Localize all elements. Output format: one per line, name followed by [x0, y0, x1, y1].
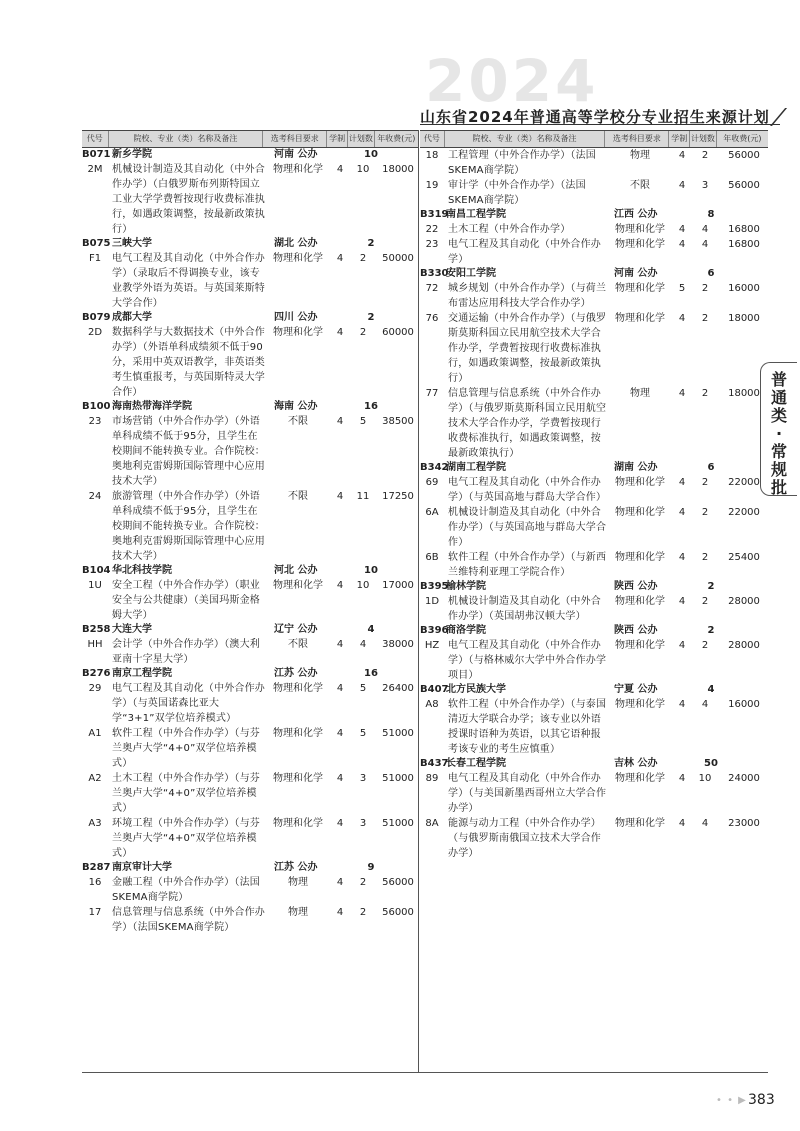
school-name: 北方民族大学 [446, 684, 506, 695]
major-fee: 18000 [728, 313, 760, 324]
major-row [82, 726, 418, 771]
major-fee: 16000 [728, 699, 760, 710]
school-name: 长春工程学院 [446, 758, 506, 769]
major-name: 信息管理与信息系统（中外合作办学）（法国SKEMA商学院） [112, 907, 265, 933]
major-fee: 16800 [728, 239, 760, 250]
major-duration: 4 [678, 773, 686, 784]
school-total: 2 [367, 238, 375, 249]
school-name: 海南热带海洋学院 [112, 401, 192, 412]
school-code: B342 [420, 462, 449, 473]
major-duration: 5 [678, 283, 686, 294]
major-fee: 38500 [382, 416, 414, 427]
major-name: 城乡规划（中外合作办学）（与荷兰布雷达应用科技大学合作办学） [448, 283, 607, 309]
major-fee: 16800 [728, 224, 760, 235]
major-code: A3 [88, 818, 102, 829]
major-duration: 4 [336, 773, 344, 784]
school-code: B287 [82, 862, 111, 873]
school-row [82, 400, 418, 414]
major-requirement: 不限 [630, 180, 650, 191]
major-code: A8 [425, 699, 439, 710]
page-dots-decoration: • • ▶ [716, 1095, 747, 1106]
school-code: B100 [82, 401, 111, 412]
major-row [420, 638, 768, 683]
major-duration: 4 [678, 818, 686, 829]
major-code: 23 [425, 239, 439, 250]
major-requirement: 物理和化学 [615, 699, 665, 710]
major-code: 1D [424, 596, 440, 607]
school-total: 16 [364, 401, 378, 412]
major-fee: 56000 [382, 907, 414, 918]
school-code: B407 [420, 684, 449, 695]
major-count: 4 [701, 818, 709, 829]
major-code: 2M [87, 164, 103, 175]
major-requirement: 物理和化学 [273, 728, 323, 739]
major-code: 23 [88, 416, 102, 427]
major-code: 69 [425, 477, 439, 488]
major-code: 18 [425, 150, 439, 161]
major-count: 3 [359, 818, 367, 829]
major-count: 2 [701, 596, 709, 607]
major-count: 2 [701, 283, 709, 294]
major-name: 电气工程及其自动化（中外合作办学）（与英国高地与群岛大学合作） [448, 477, 607, 503]
major-fee: 50000 [382, 253, 414, 264]
school-total: 10 [364, 149, 378, 160]
major-name: 信息管理与信息系统（中外合作办学）（与俄罗斯莫斯科国立民用航空技术大学合作办学，学费暂按现行收费标准执行，如遇政策调整，按最新政策执行） [448, 388, 607, 459]
major-duration: 4 [336, 580, 344, 591]
major-code: A1 [88, 728, 102, 739]
major-name: 软件工程（中外合作办学）（与新西兰维特利亚理工学院合作） [448, 552, 607, 578]
major-name: 机械设计制造及其自动化（中外合作办学）（白俄罗斯布列斯特国立工业大学学费暂按现行收费标准执行，如遇政策调整，按最新政策执行） [112, 164, 265, 235]
header-cnt: 计划数 [690, 131, 717, 147]
major-row [82, 414, 418, 489]
major-requirement: 物理和化学 [615, 239, 665, 250]
major-count: 5 [359, 416, 367, 427]
major-duration: 4 [678, 180, 686, 191]
major-duration: 4 [678, 596, 686, 607]
major-name: 数据科学与大数据技术（中外合作办学）（外语单科成绩须不低于90分，采用中英双语教学，非英语类考生慎重报考，与英国斯特灵大学合作） [112, 327, 265, 398]
major-row [420, 697, 768, 757]
major-name: 旅游管理（中外合作办学）（外语单科成绩不低于95分，且学生在校期间不能转换专业。合作院校：奥地利克雷姆斯国际管理中心应用技术大学） [112, 491, 265, 562]
major-name: 交通运输（中外合作办学）（与俄罗斯莫斯科国立民用航空技术大学合作办学，学费暂按现行收费标准执行，如遇政策调整，按最新政策执行） [448, 313, 607, 384]
major-code: 17 [88, 907, 102, 918]
major-row [82, 251, 418, 311]
major-requirement: 不限 [288, 416, 308, 427]
school-location: 河南 公办 [614, 268, 658, 279]
major-fee: 56000 [728, 180, 760, 191]
header-fee: 年收费(元) [377, 134, 416, 143]
school-location: 陕西 公办 [614, 581, 658, 592]
school-name: 商洛学院 [446, 625, 486, 636]
school-location: 湖北 公办 [274, 238, 318, 249]
school-total: 10 [364, 565, 378, 576]
page-number: 383 [748, 1092, 775, 1108]
major-fee: 17250 [382, 491, 414, 502]
right-rows [420, 148, 768, 861]
major-fee: 23000 [728, 818, 760, 829]
school-name: 南京审计大学 [112, 862, 172, 873]
major-requirement: 物理 [630, 150, 650, 161]
major-duration: 4 [678, 640, 686, 651]
major-fee: 18000 [728, 388, 760, 399]
school-row [82, 861, 418, 875]
major-count: 3 [701, 180, 709, 191]
school-row [82, 623, 418, 637]
major-row [82, 681, 418, 726]
major-name: 土木工程（中外合作办学）（与芬兰奥卢大学“4+0”双学位培养模式） [112, 773, 260, 814]
major-name: 电气工程及其自动化（中外合作办学） [448, 239, 601, 265]
school-row [420, 580, 768, 594]
major-count: 3 [359, 773, 367, 784]
header-req: 选考科目要求 [263, 131, 327, 147]
school-name: 大连大学 [112, 624, 152, 635]
major-name: 电气工程及其自动化（中外合作办学）（与英国诺森比亚大学“3+1”双学位培养模式） [112, 683, 265, 724]
school-location: 江苏 公办 [274, 668, 318, 679]
school-code: B437 [420, 758, 449, 769]
major-count: 2 [701, 552, 709, 563]
major-fee: 51000 [382, 818, 414, 829]
major-duration: 4 [336, 728, 344, 739]
major-row [82, 489, 418, 564]
title-rule [420, 124, 780, 125]
school-name: 南京工程学院 [112, 668, 172, 679]
major-duration: 4 [336, 683, 344, 694]
major-requirement: 不限 [288, 491, 308, 502]
school-total: 2 [367, 312, 375, 323]
major-row [82, 875, 418, 905]
header-fee: 年收费(元) [723, 134, 762, 143]
major-count: 10 [698, 773, 712, 784]
major-duration: 4 [336, 164, 344, 175]
major-count: 2 [701, 313, 709, 324]
school-row [420, 461, 768, 475]
major-fee: 28000 [728, 640, 760, 651]
major-row [82, 578, 418, 623]
school-name: 湖南工程学院 [446, 462, 506, 473]
school-code: B258 [82, 624, 111, 635]
major-fee: 18000 [382, 164, 414, 175]
major-name: 电气工程及其自动化（中外合作办学）（录取后不得调换专业，该专业教学外语为英语。与英国莱斯特大学合作） [112, 253, 265, 309]
school-location: 河南 公办 [274, 149, 318, 160]
school-total: 6 [707, 268, 715, 279]
major-count: 2 [359, 327, 367, 338]
school-name: 三峡大学 [112, 238, 152, 249]
major-duration: 4 [336, 639, 344, 650]
major-count: 2 [701, 388, 709, 399]
major-duration: 4 [678, 224, 686, 235]
major-requirement: 物理和化学 [615, 773, 665, 784]
school-name: 安阳工学院 [446, 268, 496, 279]
major-row [82, 905, 418, 935]
right-column [420, 130, 768, 861]
major-fee: 26400 [382, 683, 414, 694]
major-name: 软件工程（中外合作办学）（与芬兰奥卢大学“4+0”双学位培养模式） [112, 728, 260, 769]
school-row [420, 267, 768, 281]
major-row [420, 222, 768, 237]
major-count: 5 [359, 728, 367, 739]
major-fee: 25400 [728, 552, 760, 563]
major-count: 2 [359, 877, 367, 888]
major-requirement: 物理和化学 [615, 552, 665, 563]
major-duration: 4 [678, 313, 686, 324]
school-code: B319 [420, 209, 449, 220]
school-total: 4 [367, 624, 375, 635]
school-name: 榆林学院 [446, 581, 486, 592]
major-code: 89 [425, 773, 439, 784]
major-requirement: 物理和化学 [273, 580, 323, 591]
major-requirement: 物理和化学 [615, 224, 665, 235]
major-row [420, 178, 768, 208]
major-name: 机械设计制造及其自动化（中外合作办学）（英国胡弗汉顿大学） [448, 596, 601, 622]
major-count: 2 [701, 477, 709, 488]
school-total: 2 [707, 625, 715, 636]
major-code: 16 [88, 877, 102, 888]
school-code: B396 [420, 625, 449, 636]
table-header [420, 130, 768, 148]
school-location: 陕西 公办 [614, 625, 658, 636]
school-total: 50 [704, 758, 718, 769]
school-row [420, 683, 768, 697]
school-code: B104 [82, 565, 111, 576]
major-name: 市场营销（中外合作办学）（外语单科成绩不低于95分，且学生在校期间不能转换专业。合作院校：奥地利克雷姆斯国际管理中心应用技术大学） [112, 416, 265, 487]
major-requirement: 物理和化学 [273, 683, 323, 694]
header-name: 院校、专业（类）名称及备注 [445, 131, 606, 147]
school-code: B071 [82, 149, 111, 160]
major-duration: 4 [336, 416, 344, 427]
table-header [82, 130, 418, 148]
school-name: 华北科技学院 [112, 565, 172, 576]
header-req: 选考科目要求 [605, 131, 669, 147]
major-row [420, 237, 768, 267]
header-dur: 学制 [327, 131, 348, 147]
school-total: 2 [707, 581, 715, 592]
major-code: 22 [425, 224, 439, 235]
major-duration: 4 [336, 877, 344, 888]
major-requirement: 不限 [288, 639, 308, 650]
major-requirement: 物理和化学 [273, 773, 323, 784]
school-row [82, 237, 418, 251]
school-location: 辽宁 公办 [274, 624, 318, 635]
school-name: 新乡学院 [112, 149, 152, 160]
major-count: 10 [356, 164, 370, 175]
major-code: 6B [425, 552, 439, 563]
major-fee: 16000 [728, 283, 760, 294]
major-count: 2 [701, 150, 709, 161]
major-count: 4 [701, 239, 709, 250]
major-name: 软件工程（中外合作办学）（与泰国清迈大学联合办学；该专业以外语授课时语种为英语，以其它语种报考该专业的考生应慎重） [448, 699, 607, 755]
major-requirement: 物理和化学 [273, 253, 323, 264]
school-code: B330 [420, 268, 449, 279]
major-requirement: 物理和化学 [273, 327, 323, 338]
header-code: 代号 [420, 131, 445, 147]
major-count: 5 [359, 683, 367, 694]
school-total: 8 [707, 209, 715, 220]
major-requirement: 物理 [630, 388, 650, 399]
major-requirement: 物理和化学 [615, 596, 665, 607]
header-name: 院校、专业（类）名称及备注 [109, 131, 264, 147]
major-count: 4 [701, 699, 709, 710]
major-code: 24 [88, 491, 102, 502]
major-duration: 4 [678, 477, 686, 488]
major-row [82, 162, 418, 237]
school-total: 4 [707, 684, 715, 695]
major-fee: 60000 [382, 327, 414, 338]
major-row [420, 148, 768, 178]
major-fee: 28000 [728, 596, 760, 607]
major-requirement: 物理和化学 [615, 818, 665, 829]
page-title: 山东省2024年普通高等学校分专业招生来源计划 [420, 108, 770, 126]
major-row [82, 325, 418, 400]
major-duration: 4 [678, 507, 686, 518]
header-code: 代号 [82, 131, 109, 147]
school-row [420, 208, 768, 222]
major-name: 环境工程（中外合作办学）（与芬兰奥卢大学“4+0”双学位培养模式） [112, 818, 260, 859]
major-requirement: 物理和化学 [273, 818, 323, 829]
major-count: 2 [359, 907, 367, 918]
school-code: B079 [82, 312, 111, 323]
major-duration: 4 [336, 491, 344, 502]
major-duration: 4 [336, 253, 344, 264]
major-count: 2 [701, 507, 709, 518]
major-fee: 17000 [382, 580, 414, 591]
major-code: 72 [425, 283, 439, 294]
major-row [420, 594, 768, 624]
school-row [420, 757, 768, 771]
major-name: 电气工程及其自动化（中外合作办学）（与美国新墨西哥州立大学合作办学） [448, 773, 607, 814]
title-slant-decoration [770, 108, 800, 126]
major-requirement: 物理 [288, 877, 308, 888]
school-location: 湖南 公办 [614, 462, 658, 473]
major-row [420, 281, 768, 311]
major-duration: 4 [336, 818, 344, 829]
major-name: 电气工程及其自动化（中外合作办学）（与格林威尔大学中外合作办学项目） [448, 640, 607, 681]
school-row [420, 624, 768, 638]
school-location: 四川 公办 [274, 312, 318, 323]
major-name: 会计学（中外合作办学）（澳大利亚南十字星大学） [112, 639, 260, 665]
header-dur: 学制 [669, 131, 690, 147]
major-code: 6A [425, 507, 439, 518]
school-row [82, 311, 418, 325]
major-name: 审计学（中外合作办学）（法国SKEMA商学院） [448, 180, 586, 206]
major-row [82, 637, 418, 667]
major-fee: 56000 [728, 150, 760, 161]
school-code: B395 [420, 581, 449, 592]
major-name: 安全工程（中外合作办学）（职业安全与公共健康）（美国玛斯金格姆大学） [112, 580, 260, 621]
left-column [82, 130, 418, 935]
major-row [420, 550, 768, 580]
major-requirement: 物理和化学 [615, 477, 665, 488]
major-fee: 51000 [382, 728, 414, 739]
school-location: 河北 公办 [274, 565, 318, 576]
major-count: 4 [701, 224, 709, 235]
school-code: B075 [82, 238, 111, 249]
major-code: 77 [425, 388, 439, 399]
major-duration: 4 [336, 907, 344, 918]
major-code: A2 [88, 773, 102, 784]
major-code: 76 [425, 313, 439, 324]
major-row [420, 505, 768, 550]
major-duration: 4 [336, 327, 344, 338]
major-name: 机械设计制造及其自动化（中外合作办学）（与英国高地与群岛大学合作） [448, 507, 607, 548]
major-fee: 22000 [728, 477, 760, 488]
major-count: 2 [359, 253, 367, 264]
major-row [420, 311, 768, 386]
major-code: 19 [425, 180, 439, 191]
major-requirement: 物理和化学 [615, 640, 665, 651]
major-name: 工程管理（中外合作办学）（法国SKEMA商学院） [448, 150, 596, 176]
side-tab-label: 普通类·常规批 [770, 370, 787, 497]
school-total: 6 [707, 462, 715, 473]
school-code: B276 [82, 668, 111, 679]
school-location: 江苏 公办 [274, 862, 318, 873]
major-name: 土木工程（中外合作办学） [448, 224, 571, 235]
major-duration: 4 [678, 239, 686, 250]
major-code: F1 [88, 253, 102, 264]
school-location: 吉林 公办 [614, 758, 658, 769]
major-row [420, 475, 768, 505]
school-location: 宁夏 公办 [614, 684, 658, 695]
school-name: 南昌工程学院 [446, 209, 506, 220]
major-fee: 38000 [382, 639, 414, 650]
school-total: 16 [364, 668, 378, 679]
left-rows [82, 148, 418, 935]
major-row [420, 386, 768, 461]
major-fee: 51000 [382, 773, 414, 784]
major-code: 29 [88, 683, 102, 694]
section-side-tab [760, 362, 797, 496]
major-code: 2D [87, 327, 103, 338]
footer-rule [82, 1072, 768, 1073]
school-location: 海南 公办 [274, 401, 318, 412]
major-requirement: 物理和化学 [273, 164, 323, 175]
school-row [82, 148, 418, 162]
major-count: 11 [356, 491, 370, 502]
major-fee: 56000 [382, 877, 414, 888]
major-duration: 4 [678, 150, 686, 161]
header-cnt: 计划数 [348, 131, 375, 147]
major-requirement: 物理和化学 [615, 283, 665, 294]
major-name: 能源与动力工程（中外合作办学）（与俄罗斯南俄国立技术大学合作办学） [448, 818, 601, 859]
watermark-year: 2024 [425, 47, 599, 115]
major-requirement: 物理 [288, 907, 308, 918]
major-row [420, 771, 768, 816]
major-fee: 24000 [728, 773, 760, 784]
major-duration: 4 [678, 699, 686, 710]
school-name: 成都大学 [112, 312, 152, 323]
school-row [82, 667, 418, 681]
major-count: 10 [356, 580, 370, 591]
major-code: 1U [88, 580, 102, 591]
major-code: HH [87, 639, 103, 650]
school-total: 9 [367, 862, 375, 873]
school-location: 江西 公办 [614, 209, 658, 220]
school-row [82, 564, 418, 578]
major-code: HZ [424, 640, 440, 651]
major-code: 8A [425, 818, 439, 829]
major-fee: 22000 [728, 507, 760, 518]
major-requirement: 物理和化学 [615, 507, 665, 518]
major-count: 4 [359, 639, 367, 650]
major-requirement: 物理和化学 [615, 313, 665, 324]
major-row [82, 771, 418, 816]
major-count: 2 [701, 640, 709, 651]
major-duration: 4 [678, 552, 686, 563]
major-name: 金融工程（中外合作办学）（法国SKEMA商学院） [112, 877, 260, 903]
major-duration: 4 [678, 388, 686, 399]
major-row [82, 816, 418, 861]
major-row [420, 816, 768, 861]
